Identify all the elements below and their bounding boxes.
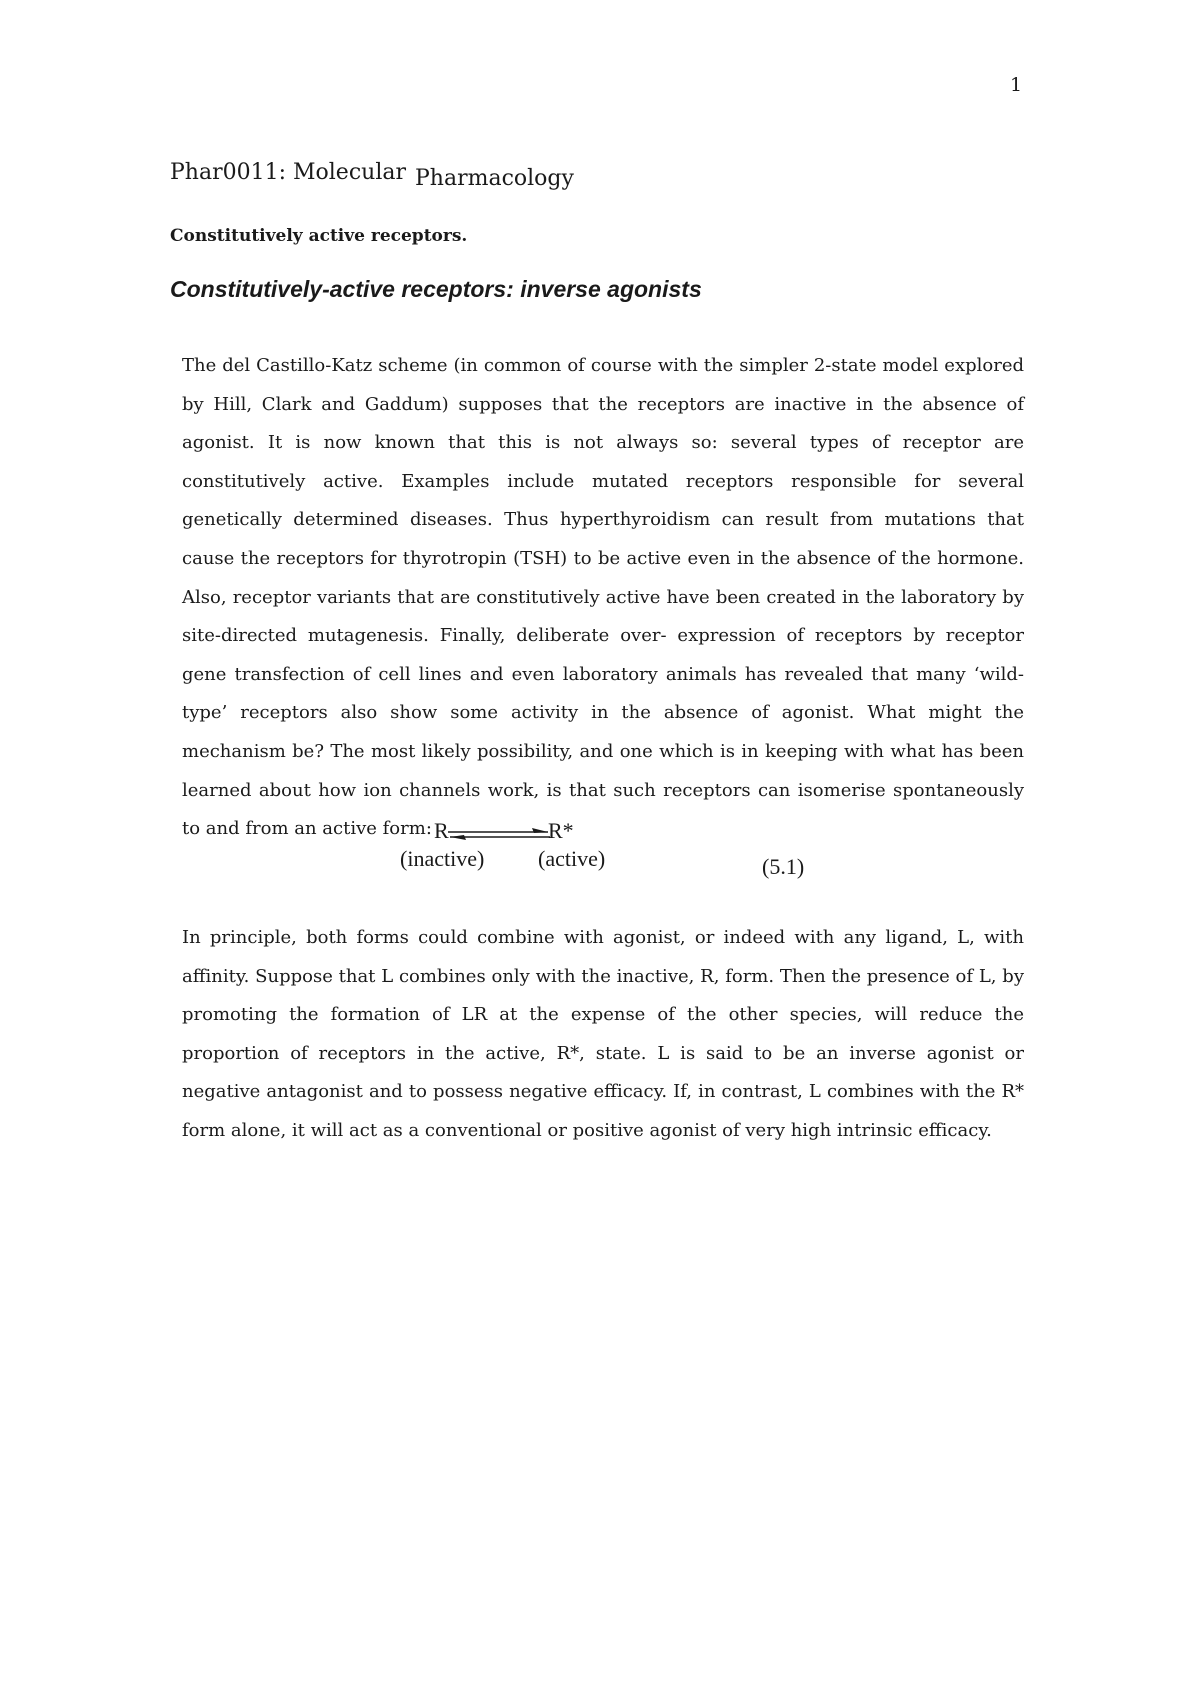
course-title (170, 160, 574, 191)
body-paragraph-2: In principle, both forms could combine with agonist, or indeed with any ligand, L, with affinity. Suppose that L combines only with the inactive, R, form. Then the presence of L, by promoting the formation of LR at the expense of the other species, will reduce the proportion of receptors in the active, R*, state. L is said to be an inverse agonist or negative antagonist and to possess negative efficacy. If, in contrast, L combines with the R* form alone, it will act as a conventional or positive agonist of very high intrinsic efficacy. (182, 927, 1024, 1141)
body-paragraph-1: The del Castillo-Katz scheme (in common of course with the simpler 2-state model explored by Hill, Clark and Gaddum) supposes that the receptors are inactive in the absence of agonist. It is now known that this is not always so: several types of receptor are constitutively active. Examples include mutated receptors responsible for several genetically determined diseases. Thus hyperthyroidism can result from mutations that cause the receptors for thyrotropin (TSH) to be active even in the absence of the hormone. Also, receptor variants that are constitutively active have been created in the laboratory by site-directed mutagenesis. Finally, deliberate over- expression of receptors by receptor gene transfection of cell lines and even laboratory animals has revealed that many ‘wild-type’ receptors also show some activity in the absence of agonist. What might the mechanism be? The most likely possibility, and one which is in keeping with what has been learned about how ion channels work, is that such receptors can isomerise spontaneously to and from an active form: (182, 355, 1024, 840)
topic-heading: Constitutively-active receptors: inverse agonists (170, 276, 702, 302)
equation-inactive-species: R (434, 818, 449, 843)
page-number: 1 (1010, 74, 1023, 96)
section-heading: Constitutively active receptors. (170, 226, 468, 246)
course-code: Phar0011: Molecular (170, 160, 406, 185)
course-subject: Pharmacology (414, 166, 574, 191)
equation-number: (5.1) (762, 854, 805, 879)
equation-active-species: R* (548, 818, 574, 843)
equation-active-label: (active) (538, 846, 606, 871)
equilibrium-equation (380, 818, 840, 878)
equation-inactive-label: (inactive) (400, 846, 485, 871)
equilibrium-arrows-icon (446, 826, 552, 844)
